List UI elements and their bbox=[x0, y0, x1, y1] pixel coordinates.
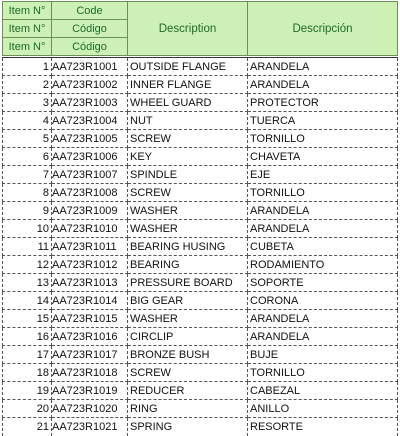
part-code-cell: AA723R1012 bbox=[52, 256, 128, 274]
header-table bbox=[2, 1, 398, 56]
table-row bbox=[3, 76, 398, 94]
description-es-cell: CUBETA bbox=[248, 238, 398, 256]
description-en-cell: BEARING HUSING bbox=[128, 238, 248, 256]
item-number-cell: 9 bbox=[3, 202, 52, 220]
description-es-cell: ANILLO bbox=[248, 400, 398, 418]
table-row bbox=[3, 220, 398, 238]
item-number-cell: 15 bbox=[3, 310, 52, 328]
table-row bbox=[3, 292, 398, 310]
part-code-cell: AA723R1018 bbox=[52, 364, 128, 382]
table-row bbox=[3, 382, 398, 400]
part-code-cell: AA723R1019 bbox=[52, 382, 128, 400]
header-code: Código bbox=[52, 20, 128, 38]
table-row bbox=[3, 238, 398, 256]
part-code-cell: AA723R1020 bbox=[52, 400, 128, 418]
description-en-cell: SCREW bbox=[128, 184, 248, 202]
header-item-no: Item N° bbox=[3, 2, 52, 20]
table-row bbox=[3, 130, 398, 148]
header-description-en: Description bbox=[128, 2, 248, 56]
part-code-cell: AA723R1007 bbox=[52, 166, 128, 184]
header-code: Código bbox=[52, 38, 128, 56]
description-en-cell: SPINDLE bbox=[128, 166, 248, 184]
table-row bbox=[3, 328, 398, 346]
parts-table bbox=[2, 57, 398, 436]
part-code-cell: AA723R1017 bbox=[52, 346, 128, 364]
table-row bbox=[3, 184, 398, 202]
part-code-cell: AA723R1021 bbox=[52, 418, 128, 436]
description-en-cell: SCREW bbox=[128, 130, 248, 148]
description-en-cell: SPRING bbox=[128, 418, 248, 436]
table-row bbox=[3, 166, 398, 184]
item-number-cell: 2 bbox=[3, 76, 52, 94]
part-code-cell: AA723R1010 bbox=[52, 220, 128, 238]
item-number-cell: 19 bbox=[3, 382, 52, 400]
description-es-cell: RESORTE bbox=[248, 418, 398, 436]
table-row bbox=[3, 274, 398, 292]
description-en-cell: WASHER bbox=[128, 310, 248, 328]
description-es-cell: ARANDELA bbox=[248, 58, 398, 76]
description-es-cell: BUJE bbox=[248, 346, 398, 364]
header-row bbox=[3, 2, 398, 20]
description-en-cell: BIG GEAR bbox=[128, 292, 248, 310]
description-es-cell: CORONA bbox=[248, 292, 398, 310]
table-row bbox=[3, 256, 398, 274]
table-row bbox=[3, 400, 398, 418]
description-es-cell: CABEZAL bbox=[248, 382, 398, 400]
part-code-cell: AA723R1001 bbox=[52, 58, 128, 76]
item-number-cell: 14 bbox=[3, 292, 52, 310]
description-es-cell: ARANDELA bbox=[248, 220, 398, 238]
description-en-cell: WHEEL GUARD bbox=[128, 94, 248, 112]
item-number-cell: 6 bbox=[3, 148, 52, 166]
description-en-cell: BEARING bbox=[128, 256, 248, 274]
description-en-cell: SCREW bbox=[128, 364, 248, 382]
description-en-cell: KEY bbox=[128, 148, 248, 166]
header-description-es: Descripción bbox=[248, 2, 398, 56]
header-code: Code bbox=[52, 2, 128, 20]
description-en-cell: BRONZE BUSH bbox=[128, 346, 248, 364]
table-row bbox=[3, 346, 398, 364]
description-en-cell: RING bbox=[128, 400, 248, 418]
table-row bbox=[3, 202, 398, 220]
description-es-cell: ARANDELA bbox=[248, 328, 398, 346]
part-code-cell: AA723R1004 bbox=[52, 112, 128, 130]
part-code-cell: AA723R1016 bbox=[52, 328, 128, 346]
table-row bbox=[3, 364, 398, 382]
item-number-cell: 7 bbox=[3, 166, 52, 184]
item-number-cell: 10 bbox=[3, 220, 52, 238]
item-number-cell: 18 bbox=[3, 364, 52, 382]
header-item-no: Item N° bbox=[3, 38, 52, 56]
table-row bbox=[3, 310, 398, 328]
item-number-cell: 3 bbox=[3, 94, 52, 112]
description-es-cell: PROTECTOR bbox=[248, 94, 398, 112]
part-code-cell: AA723R1015 bbox=[52, 310, 128, 328]
description-en-cell: CIRCLIP bbox=[128, 328, 248, 346]
item-number-cell: 1 bbox=[3, 58, 52, 76]
part-code-cell: AA723R1005 bbox=[52, 130, 128, 148]
item-number-cell: 8 bbox=[3, 184, 52, 202]
description-es-cell: TORNILLO bbox=[248, 184, 398, 202]
description-es-cell: ARANDELA bbox=[248, 310, 398, 328]
description-es-cell: CHAVETA bbox=[248, 148, 398, 166]
part-code-cell: AA723R1014 bbox=[52, 292, 128, 310]
part-code-cell: AA723R1006 bbox=[52, 148, 128, 166]
item-number-cell: 17 bbox=[3, 346, 52, 364]
item-number-cell: 16 bbox=[3, 328, 52, 346]
part-code-cell: AA723R1011 bbox=[52, 238, 128, 256]
header-item-no: Item N° bbox=[3, 20, 52, 38]
description-es-cell: RODAMIENTO bbox=[248, 256, 398, 274]
description-es-cell: ARANDELA bbox=[248, 76, 398, 94]
item-number-cell: 12 bbox=[3, 256, 52, 274]
description-es-cell: TUERCA bbox=[248, 112, 398, 130]
item-number-cell: 20 bbox=[3, 400, 52, 418]
description-es-cell: SOPORTE bbox=[248, 274, 398, 292]
item-number-cell: 4 bbox=[3, 112, 52, 130]
description-es-cell: EJE bbox=[248, 166, 398, 184]
item-number-cell: 21 bbox=[3, 418, 52, 436]
part-code-cell: AA723R1009 bbox=[52, 202, 128, 220]
description-es-cell: TORNILLO bbox=[248, 364, 398, 382]
description-en-cell: REDUCER bbox=[128, 382, 248, 400]
part-code-cell: AA723R1013 bbox=[52, 274, 128, 292]
part-code-cell: AA723R1002 bbox=[52, 76, 128, 94]
description-en-cell: OUTSIDE FLANGE bbox=[128, 58, 248, 76]
table-row bbox=[3, 94, 398, 112]
item-number-cell: 11 bbox=[3, 238, 52, 256]
description-en-cell: WASHER bbox=[128, 202, 248, 220]
item-number-cell: 5 bbox=[3, 130, 52, 148]
table-row bbox=[3, 148, 398, 166]
parts-table-body bbox=[3, 58, 398, 436]
description-en-cell: INNER FLANGE bbox=[128, 76, 248, 94]
description-es-cell: ARANDELA bbox=[248, 202, 398, 220]
table-row bbox=[3, 58, 398, 76]
part-code-cell: AA723R1008 bbox=[52, 184, 128, 202]
item-number-cell: 13 bbox=[3, 274, 52, 292]
description-en-cell: NUT bbox=[128, 112, 248, 130]
description-es-cell: TORNILLO bbox=[248, 130, 398, 148]
description-en-cell: WASHER bbox=[128, 220, 248, 238]
part-code-cell: AA723R1003 bbox=[52, 94, 128, 112]
description-en-cell: PRESSURE BOARD bbox=[128, 274, 248, 292]
table-row bbox=[3, 112, 398, 130]
